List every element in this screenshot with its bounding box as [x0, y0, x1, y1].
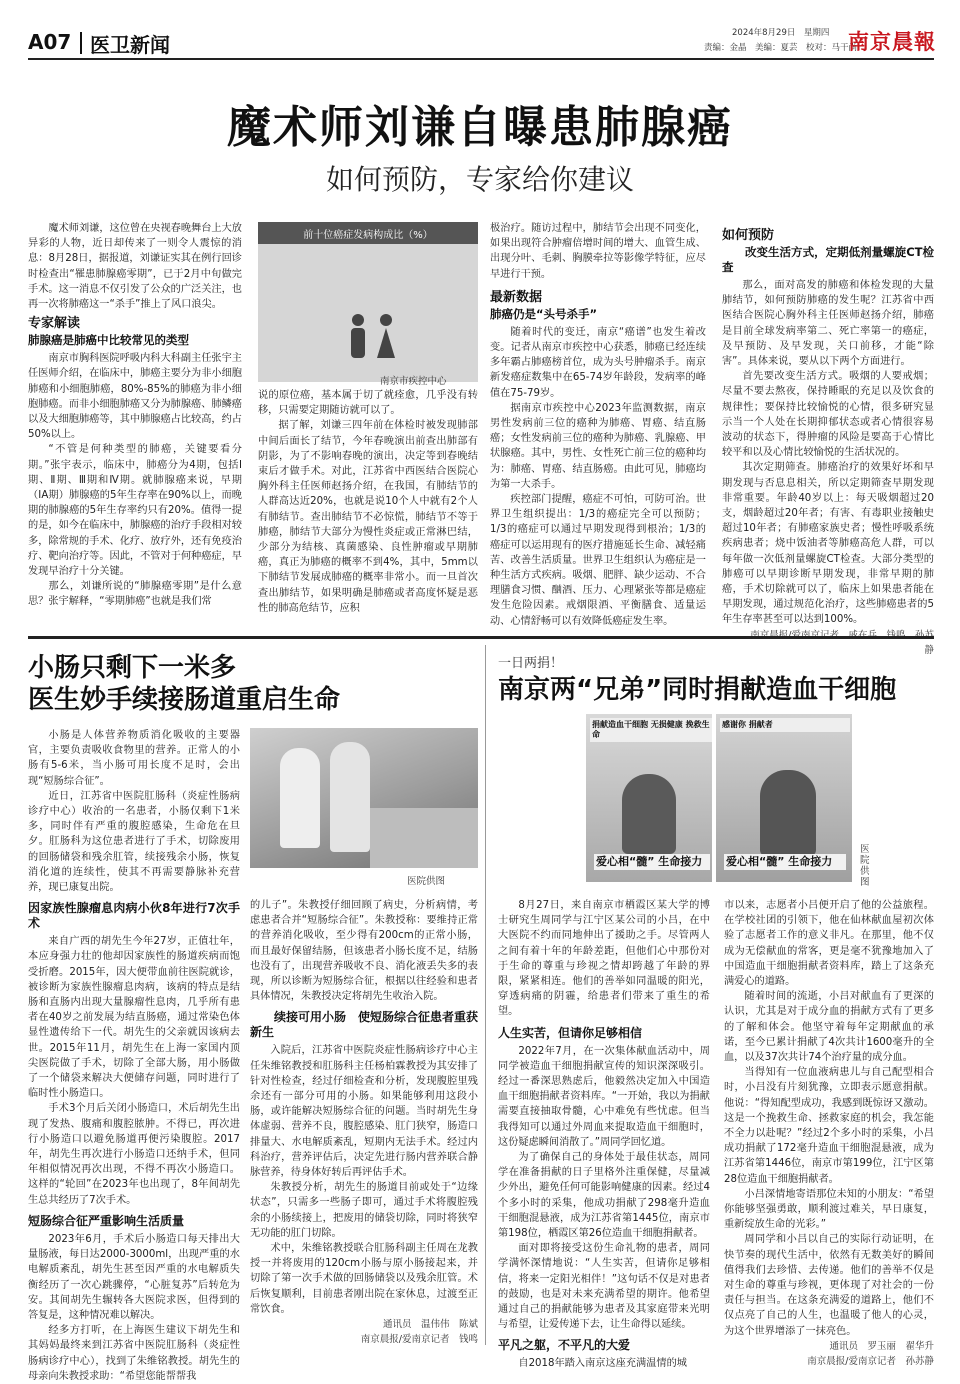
story3-column-a	[498, 898, 710, 1370]
lead-paragraph: 极治疗。随访过程中，肺结节会出现不同变化，如果出现符合肿瘤倍增时间的增大、血管生成、出现分叶、毛刺、胸膜牵拉等影像学特征，应尽早进行干预。	[490, 223, 706, 280]
story3-paragraph: 随着时间的流逝，小吕对献血有了更深的认识，尤其是对于成分血的捐献方式有了更多的了解和体会。他坚守着每年定期献血的承诺，至今已累计捐献了4次共计1600毫升的全血，以及37次共计74个治疗量的成分血。	[724, 991, 934, 1064]
lead-paragraph: “不管是何种类型的肺癌，关键要看分期。”张宇表示，临床中，肺癌分为4期，包括Ⅰ期、Ⅱ期、Ⅲ期和Ⅳ期。就肺腺癌来说，早期（ⅠA期）肺腺癌的5年生存率在90%以上，而晚期的肺腺癌的5年生存率约只有20%。值得一提的是，如今在临床中，肺腺癌的治疗手段相对较多，除常规的手术、化疗、放疗外，还有免疫治疗、靶向治疗等。因此，不管对于何种癌症，早发现早治疗十分关键。	[28, 444, 242, 578]
lead-subheading-prevention: 改变生活方式，定期低剂量螺旋CT检查	[722, 245, 934, 274]
story2-subheading: 短肠综合征严重影响生活质量	[28, 1213, 185, 1228]
story2-paragraph: 2023年6月，手术后小肠造口每天排出大量肠液，每日达2000-3000ml，出现严重的水电解质紊乱，胡先生甚至因严重的水电解质失衡经历了一次心跳骤停，“心脏复苏”后转危为安。其间胡先生辗转各大医院求医，但得到的答复是，这种情况难以解决。	[28, 1233, 240, 1321]
lead-paragraph: 那么，面对高发的肺癌和体检发现的大量肺结节，如何预防肺癌的发生呢？江苏省中西医结合医院心胸外科主任医师赵扬介绍，肺癌是目前全球发病率第二、死亡率第一的癌症，及早预防、及早发现，关口前移，才能“除害”。具体来说，要从以下两个方面进行。	[722, 280, 934, 368]
photo-overlay-text: 爱心相“髓” 生命接力	[724, 854, 846, 870]
story2-paragraph: 小肠是人体营养物质消化吸收的主要器官，主要负责吸收食物里的营养。正常人的小肠有5-6米，当小肠可用长度不足时，会出现“短肠综合征”。	[28, 730, 240, 787]
story3-paragraph: 自2018年踏入南京这座充满温情的城	[518, 1358, 687, 1370]
female-figure-body	[377, 328, 395, 358]
story3-byline: 通讯员 罗玉丽 翟华升	[829, 1340, 934, 1352]
photo-overlay-text: 爱心相“髓” 生命接力	[594, 854, 710, 870]
story3-photo-right	[716, 714, 852, 882]
story3-paragraph: 8月27日，来自南京市栖霞区某大学的博士研究生周同学与江宁区某公司的小吕，在中大医院不约而同地伸出了援助之手。尽管两人之间有着十年的年龄差距，但他们心中那份对于生命的尊重与珍视之情却跨越了年龄的界限，紧紧相连。他们的善举如同温暖的阳光，穿透病痛的阴霾，给患者们带来了重生的希望。	[498, 900, 710, 1018]
lead-paragraph: 首先要改变生活方式。吸烟的人要戒烟；尽量不要去熬夜，保持睡眠的充足以及饮食的规律性；要保持比较愉悦的心情，很多研究显示当一个人处在长期抑郁状态或者心情很容易波动的状态下，得肿瘤的风险是要高于心情比较平和以及心情比较愉悦的生活状况的。	[722, 371, 934, 459]
chart-svg	[258, 244, 478, 382]
story3-byline: 南京晨报/爱南京记者 孙苏静	[807, 1356, 934, 1368]
issue-date: 2024年8月29日 星期四	[732, 28, 830, 38]
lead-column-4	[722, 224, 934, 656]
story3-column-b	[724, 898, 934, 1368]
story3-photo-credit: 医院供图	[860, 844, 870, 888]
lead-paragraph: 据了解，刘谦三四年前在体检时被发现肺部中间后面长了结节，今年春晚演出前查出肺部有阴影，为了不影响春晚的演出，决定等到春晚结束后才做手术。对此，江苏省中西医结合医院心胸外科主任医师赵扬介绍，在我国，有肺结节的人群高达近20%，也就是说10个人中就有2个人有肺结节。查出肺结节不必惊慌，肺结节不等于肺癌，肺结节大部分为慢性炎症或正常淋巴结，少部分为结核、真菌感染、良性肿瘤或早期肺癌，真正为肺癌的概率不到4%，其中，5mm以下肺结节发展成肺癌的概率非常小。而一旦首次查出肺结节，如果明确是肺癌或者高度怀疑是恶性的肺高危结节，应积	[258, 420, 478, 614]
story2-paragraph: 朱教授分析，胡先生的肠道目前或处于“边缘状态”，只需多一些肠子即可，通过手术将腹腔残余的小肠续接上，把废用的储袋切除，同时将狭窄无功能的肛门切除。	[250, 1182, 478, 1239]
story2-paragraph: 入院后，江苏省中医院炎症性肠病诊疗中心主任朱维铭教授和肛肠科主任杨柏霖教授为其安排了针对性检查，经过仔细检查和分析，发现腹腔里残余还有一部分可用的小肠。如果能够利用这段小肠，或许能解决短肠综合征的问题。当时胡先生身体虚弱、营养不良，腹腔感染、肛门狭窄，肠造口排量大、水电解质紊乱，短期内无法手术。经过内科治疗，营养评估后，决定先进行肠内营养联合静脉营养，待身体好转后再评估手术。	[250, 1045, 478, 1179]
story3-paragraph: 为了确保自己的身体处于最佳状态，周同学在准备捐献的日子里格外注重保健，尽量减少外出，避免任何可能影响健康的因素。经过4个多小时的采集，他成功捐献了298毫升造血干细胞混悬液，成为江苏省第1445位，南京市第198位，栖霞区第26位造血干细胞捐献者。	[498, 1152, 710, 1240]
lead-subheading-data: 肺癌仍是“头号杀手”	[490, 306, 598, 321]
male-figure-body	[351, 328, 365, 358]
lead-column-3	[490, 221, 706, 627]
lead-paragraph: 据南京市疾控中心2023年监测数据，南京男性发病前三位的癌种为肺癌、胃癌、结直肠癌；女性发病前三位的癌种为肺癌、乳腺癌、甲状腺癌。其中，男性、女性死亡前三位的癌种均为：肺癌、胃癌、结直肠癌。由此可见，肺癌均为第一大杀手。	[490, 402, 706, 490]
female-figure-head	[380, 314, 392, 326]
story3-paragraph: 当得知有一位血液病患儿与自己配型相合时，小吕没有片刻犹豫，立即表示愿意捐献。他说：“得知配型成功，我感到既惊讶又激动。这是一个挽救生命、拯救家庭的机会，我怎能不全力以赴呢？”经过2个多小时的采集，小吕成功捐献了172毫升造血干细胞混悬液，成为江苏省第1446位，南京市第199位，江宁区第28位造血干细胞捐献者。	[724, 1067, 934, 1185]
story3-photo-left	[586, 714, 712, 882]
lead-paragraph: 其次定期筛查。肺癌治疗的效果好坏和早期发现与否息息相关，所以定期筛查早期发现非常重要。年龄40岁以上：每天吸烟超过20支，烟龄超过20年者；有害、有毒职业接触史超过10年者；有肺癌家族史者；慢性呼吸系统疾病患者；烧中饭油者等肺癌高危人群，可以每年做一次低剂量螺旋CT检查。大部分类型的肺癌可以早期诊断早期发现，非常早期的肺癌，手术切除就可以了，临床上如果患者能在早期发现，通过规范化治疗，这些肺癌患者的5年生存率甚至可以达到100%。	[722, 462, 934, 626]
story2-column-b	[250, 898, 478, 1346]
lead-heading-expert: 专家解读	[28, 316, 81, 332]
story2-paragraph: 近日，江苏省中医院肛肠科（炎症性肠病诊疗中心）收治的一名患者，小肠仅剩下1米多，同时伴有严重的腹腔感染，生命危在旦夕。肛肠科为这位患者进行了手术，切除废用的回肠储袋和残余肛管，续接残余小肠，恢复消化道的连续性，使其不再需要静脉补充营养，现已康复出院。	[28, 790, 240, 894]
section-name: 医卫新闻	[90, 33, 170, 57]
lead-column-1	[28, 221, 242, 608]
story3-subheading: 平凡之躯，不平凡的大爱	[498, 1338, 631, 1353]
photo-doctor-silhouette	[280, 748, 320, 848]
masthead-rule	[28, 58, 934, 60]
story2-headline-line1: 小肠只剩下一米多	[28, 653, 237, 683]
photo-donor-silhouette	[760, 770, 816, 856]
lead-paragraph: 疾控部门提醒，癌症不可怕，可防可治。世界卫生组织提出：1/3的癌症完全可以预防；1/3的癌症可以通过早期发现得到根治；1/3的癌症可以运用现有的医疗措施延长生命、减轻痛苦、改善生活质量。世界卫生组织认为癌症是一种生活方式疾病。吸烟、肥胖、缺少运动、不合理膳食习惯、酗酒、压力、心理紧张等都是癌症发生危险因素。戒烟限酒、平衡膳食、适量运动、心情舒畅可以有效降低癌症发生率。	[490, 494, 706, 627]
story3-headline: 南京两“兄弟”同时捐献造血干细胞	[498, 675, 897, 705]
story2-photo-credit: 医院供图	[407, 876, 446, 887]
story3-paragraph: 2022年7月，在一次集体献血活动中，周同学被造血干细胞捐献宣传的知识深深吸引。经过一番深思熟虑后，他毅然决定加入中国造血干细胞捐献者资料库。“一开始，我以为捐献需要直接抽取骨髓，心中难免有些忧虑。但当我得知可以通过外周血来提取造血干细胞时，这份疑虑瞬间消散了。”周同学回忆道。	[498, 1045, 710, 1148]
story2-headline-line2: 医生妙手续接肠道重启生命	[28, 685, 341, 715]
chart-source: 南京市疾控中心	[380, 376, 447, 387]
story2-paragraph: 的儿子”。朱教授仔细回顾了病史，分析病情，考虑患者合并“短肠综合征”。朱教授称：要维持正常的营养消化吸收，至少得有200cm的正常小肠，而且最好保留结肠，但该患者小肠长度不足，结肠也没有了，出现营养吸收不良、消化液丢失多的表现，所以诊断为短肠综合征，根据以往经验和患者具体情况，朱教授决定将胡先生收治入院。	[250, 900, 478, 1003]
chart-title: 前十位癌症发病构成比（%）	[303, 230, 433, 241]
lead-heading-data: 最新数据	[490, 289, 543, 305]
photo-bed	[370, 808, 478, 868]
lead-paragraph: 那么，刘谦所说的“肺腺癌零期”是什么意思？张宇解释，“零期肺癌”也就是我们常	[28, 581, 242, 608]
lead-headline: 魔术师刘谦自曝患肺腺癌	[227, 102, 733, 153]
photo-banner-left: 捐献造血干细胞 无损健康 挽救生命	[590, 718, 712, 742]
male-figure-head	[352, 314, 364, 326]
story3-paragraph: 小吕深情地寄语那位未知的小朋友：“希望你能够坚强勇敢，顺利渡过难关，早日康复，重新绽放生命的光彩。”	[724, 1188, 934, 1231]
story2-byline: 通讯员 温伟伟 陈斌	[382, 1319, 478, 1331]
story2-photo	[250, 728, 478, 868]
newspaper-logo: 南京晨報	[848, 29, 936, 54]
story3-subheading: 人生实苦，但请你足够相信	[498, 1025, 643, 1040]
story2-paragraph: 经多方打听，在上海医生建议下胡先生和其妈妈最终来到江苏省中医院肛肠科（炎症性肠病诊疗中心），找到了朱维铭教授。胡先生的母亲向朱教授求助：“希望您能帮帮我	[28, 1325, 240, 1382]
story2-paragraph: 术中，朱维铭教授联合肛肠科副主任周在龙教授一并将废用的120cm小肠与原小肠接起来，并切除了第一次手术做的回肠储袋以及残余肛管。术后恢复顺利，目前患者刚出院在家休息，过渡至正常饮食。	[250, 1243, 478, 1315]
lead-intro: 魔术师刘谦，这位曾在央视春晚舞台上大放异彩的人物，近日却传来了一则令人震惊的消息：8月28日，据报道，刘谦证实其在例行回诊时检查出“罹患肺腺癌零期”，已于2月中旬做完手术。这一消息不仅引发了公众的广泛关注，也再一次将肺癌这一“杀手”推上了风口浪尖。	[28, 223, 242, 311]
lead-column-2	[258, 388, 478, 614]
column-divider	[485, 645, 486, 1345]
photo-doctor-silhouette	[330, 742, 370, 852]
story2-paragraph: 手术3个月后关闭小肠造口，术后胡先生出现了发热、腹痛和腹腔脓肿。不得已，再次进行小肠造口以避免肠道再便污染腹腔。2017年，胡先生再次进行小肠造口还纳手术，但同年相似情况再次出现，不得不再次小肠造口。这样的“轮回”在2023年也出现了，8年间胡先生总共经历了7次手术。	[28, 1103, 240, 1206]
cancer-chart-graphic	[258, 222, 478, 382]
story2-byline: 南京晨报/爱南京记者 钱鸣	[360, 1334, 478, 1346]
lead-paragraph: 随着时代的变迁，南京“癌谱”也发生着改变。记者从南京市疾控中心获悉，肺癌已经连续多年霸占肺癌榜首位，成为头号肿瘤杀手。南京新发癌症数集中在65-74岁年龄段，发病率的峰值在75-79岁。	[490, 326, 706, 399]
story3-paragraph: 面对即将接受这份生命礼物的患者，周同学满怀深情地说：“人生实苦，但请你足够相信，将来一定阳光相伴！”这句话不仅是对患者的鼓励，也是对未来充满希望的期许。他希望通过自己的捐献能够为患者及其家庭带来光明与希望，让爱传递下去，让生命得以延续。	[498, 1243, 710, 1331]
lead-subheadline: 如何预防，专家给你建议	[325, 163, 634, 196]
lead-byline: 静	[924, 644, 934, 656]
page-number: A07	[28, 30, 72, 54]
story2-subheading: 因家族性腺瘤息肉病小伙8年进行7次手术	[28, 901, 240, 931]
story2-paragraph: 来自广西的胡先生今年27岁，正值壮年，本应身强力壮的他却因家族性的肠道疾病而饱受折磨。2015年，因大便带血前往医院就诊，被诊断为家族性腺瘤息肉病，该病的特点是结肠和直肠内出现大量腺瘤性息肉，几乎所有患者在40岁之前发展为结直肠癌，通过常染色体显性遗传给下一代。胡先生的父亲就因该病去世。2015年11月，胡先生在上海一家国内顶尖医院做了手术，切除了全部大肠，用小肠做了一个储袋来解决大便储存问题，同时进行了临时性小肠造口。	[28, 936, 240, 1100]
story3-kicker: 一日两捐！	[498, 656, 564, 671]
lead-paragraph: 南京市胸科医院呼吸内科大科副主任张宇主任医师介绍，在临床中，肺癌主要分为非小细胞肺癌和小细胞肺癌，80%-85%的肺癌为非小细胞肺癌。而非小细胞肺癌又分为肺腺癌、肺鳞癌以及大细胞肺癌等，其中肺腺癌占比较高，约占50%以上。	[28, 353, 242, 441]
section-rule	[28, 636, 934, 639]
story2-column-a	[28, 728, 240, 1382]
story2-subheading: 续接可用小肠 使短肠综合征患者重获新生	[250, 1010, 479, 1040]
photo-donor-silhouette	[622, 774, 676, 854]
lead-heading-prevention: 如何预防	[722, 228, 775, 243]
lead-paragraph: 说的原位癌，基本属于切了就痊愈，几乎没有转移，只需要定期随访就可以了。	[258, 390, 478, 417]
editors-line: 责编：金晶 美编：夏芸 校对：马干尚	[704, 43, 858, 53]
story3-paragraph: 周同学和小吕以自己的实际行动证明，在快节奏的现代生活中，依然有无数美好的瞬间值得我们去珍惜、去传递。他们的善举不仅是对生命的尊重与珍视，更体现了对社会的一份责任与担当。在这条充满爱的道路上，他们不仅点亮了自己的人生，也温暖了他人的心灵，为这个世界增添了一抹亮色。	[724, 1234, 934, 1337]
masthead-divider	[80, 32, 82, 54]
lead-subheading-expert: 肺腺癌是肺癌中比较常见的类型	[28, 333, 189, 348]
story3-paragraph: 市以来，志愿者小吕便开启了他的公益旅程。在学校社团的引领下，他在仙林献血屋初次体验了志愿者工作的意义非凡。在那里，他不仅成为无偿献血的常客，更是毫不犹豫地加入了中国造血干细胞捐献者资料库，踏上了这条充满爱心的道路。	[724, 900, 934, 988]
photo-banner-right: 感谢你 捐献者	[720, 718, 850, 732]
